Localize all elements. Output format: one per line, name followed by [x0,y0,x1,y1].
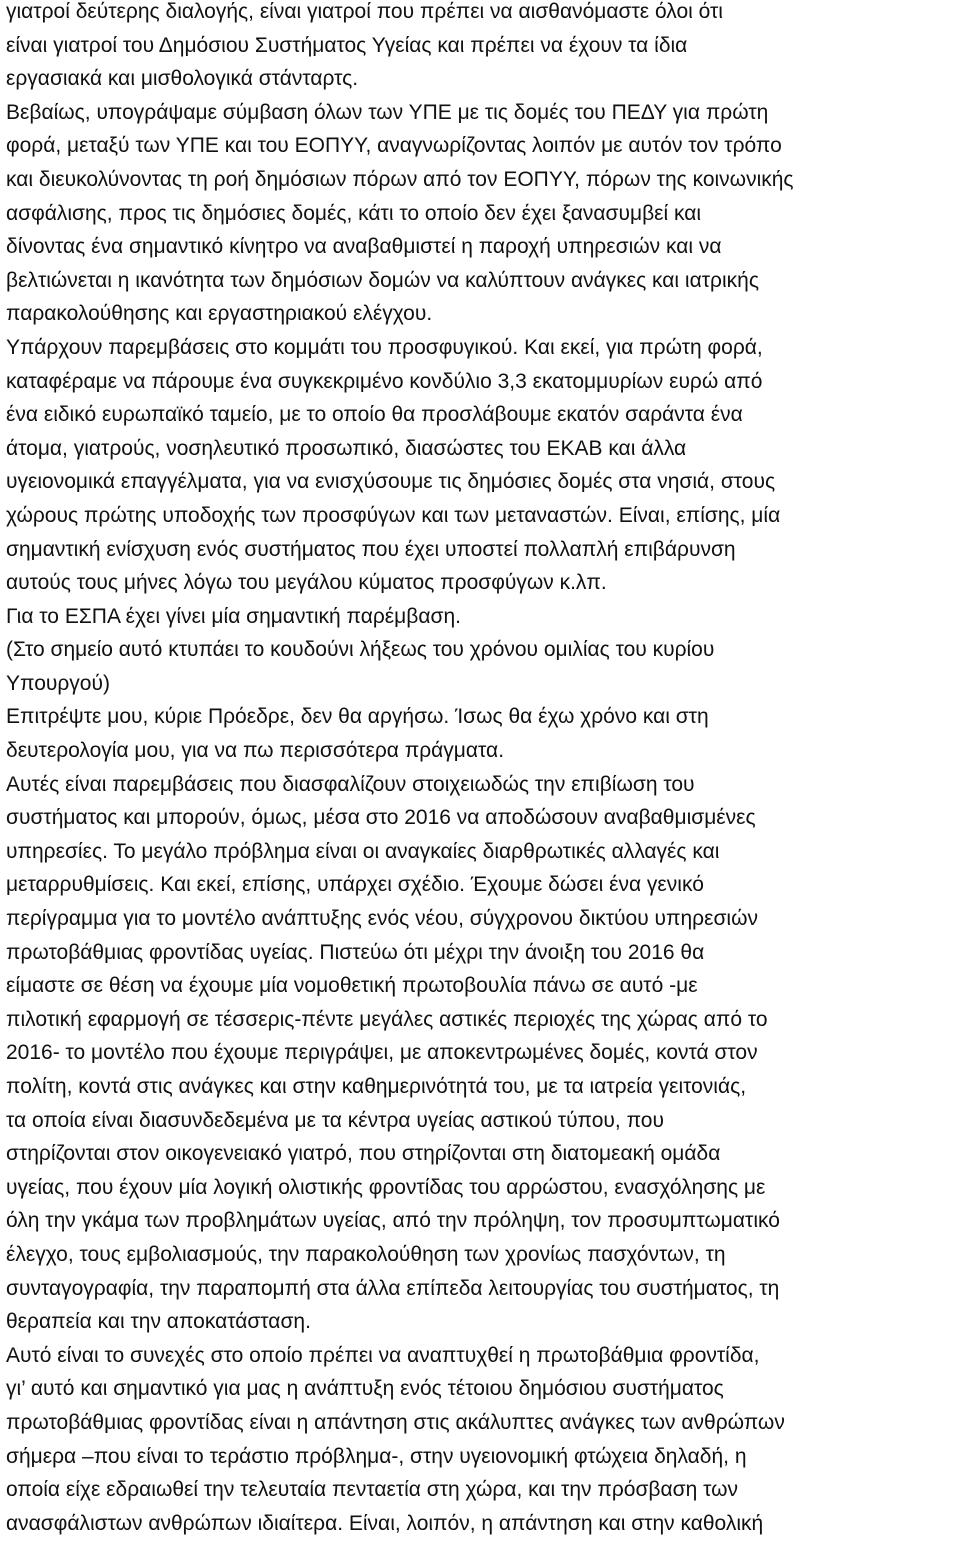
text-line: οποία είχε εδραιωθεί την τελευταία πενταετία στη χώρα, και την πρόσβαση των [6,1478,738,1502]
text-line: Υπάρχουν παρεμβάσεις στο κομμάτι του προσφυγικού. Και εκεί, για πρώτη φορά, [6,335,763,359]
text-line: ένα ειδικό ευρωπαϊκό ταμείο, με το οποίο θα προσλάβουμε εκατόν σαράντα ένα [6,403,743,427]
text-line: βελτιώνεται η ικανότητα των δημόσιων δομών να καλύπτουν ανάγκες και ιατρικής [6,268,759,292]
text-line: γιατροί δεύτερης διαλογής, είναι γιατροί που πρέπει να αισθανόμαστε όλοι ότι [6,0,723,23]
text-line: Για το ΕΣΠΑ έχει γίνει μία σημαντική παρέμβαση. [6,604,461,628]
text-line: Αυτό είναι το συνεχές στο οποίο πρέπει να αναπτυχθεί η πρωτοβάθμια φροντίδα, [6,1343,760,1367]
text-line: πρωτοβάθμιας φροντίδας υγείας. Πιστεύω ότι μέχρι την άνοιξη του 2016 θα [6,940,705,964]
text-line: υγείας, που έχουν μία λογική ολιστικής φροντίδας του αρρώστου, ενασχόλησης με [6,1175,766,1199]
text-line: στηρίζονται στον οικογενειακό γιατρό, που στηρίζονται στη διατομεακή ομάδα [6,1142,721,1166]
text-line: γι’ αυτό και σημαντικό για μας η ανάπτυξη ενός τέτοιου δημόσιου συστήματος [6,1377,724,1401]
text-line: εργασιακά και μισθολογικά στάνταρτς. [6,67,359,91]
text-line: δευτερολογία μου, για να πω περισσότερα πράγματα. [6,739,505,763]
text-line: έλεγχο, τους εμβολιασμούς, την παρακολούθηση των χρονίως πασχόντων, τη [6,1242,726,1266]
text-line: φορά, μεταξύ των ΥΠΕ και του ΕΟΠΥΥ, αναγνωρίζοντας λοιπόν με αυτόν τον τρόπο [6,134,782,158]
text-line: Επιτρέψτε μου, κύριε Πρόεδρε, δεν θα αργήσω. Ίσως θα έχω χρόνο και στη [6,705,709,729]
text-line: σήμερα –που είναι το τεράστιο πρόβλημα-, στην υγειονομική φτώχεια δηλαδή, η [6,1444,747,1468]
document-page [6,0,956,1540]
text-line: αυτούς τους μήνες λόγω του μεγάλου κύματος προσφύγων κ.λπ. [6,571,607,595]
text-line: πιλοτική εφαρμογή σε τέσσερις-πέντε μεγάλες αστικές περιοχές της χώρας από το [6,1007,768,1031]
text-line: παρακολούθησης και εργαστηριακού ελέγχου. [6,302,433,326]
text-line: ανασφάλιστων ανθρώπων ιδιαίτερα. Είναι, λοιπόν, η απάντηση και στην καθολική [6,1511,764,1535]
text-line: τα οποία είναι διασυνδεδεμένα με τα κέντρα υγείας αστικού τύπου, που [6,1108,664,1132]
text-line: υπηρεσίες. Το μεγάλο πρόβλημα είναι οι αναγκαίες διαρθρωτικές αλλαγές και [6,839,720,863]
text-line: Υπουργού) [6,671,110,695]
text-line: 2016- το μοντέλο που έχουμε περιγράψει, με αποκεντρωμένες δομές, κοντά στον [6,1041,758,1065]
text-line: είμαστε σε θέση να έχουμε μία νομοθετική πρωτοβουλία πάνω σε αυτό -με [6,974,698,998]
text-line: περίγραμμα για το μοντέλο ανάπτυξης ενός νέου, σύγχρονου δικτύου υπηρεσιών [6,907,758,931]
text-line: θεραπεία και την αποκατάσταση. [6,1310,311,1334]
text-line: είναι γιατροί του Δημόσιου Συστήματος Υγείας και πρέπει να έχουν τα ίδια [6,33,688,57]
text-line: σημαντική ενίσχυση ενός συστήματος που έχει υποστεί πολλαπλή επιβάρυνση [6,537,736,561]
text-line: Αυτές είναι παρεμβάσεις που διασφαλίζουν στοιχειωδώς την επιβίωση του [6,772,695,796]
text-line: ασφάλισης, προς τις δημόσιες δομές, κάτι το οποίο δεν έχει ξανασυμβεί και [6,201,702,225]
text-line: καταφέραμε να πάρουμε ένα συγκεκριμένο κονδύλιο 3,3 εκατομμυρίων ευρώ από [6,369,763,393]
text-line: Βεβαίως, υπογράψαμε σύμβαση όλων των ΥΠΕ με τις δομές του ΠΕΔΥ για πρώτη [6,100,769,124]
text-line: όλη την γκάμα των προβλημάτων υγείας, από την πρόληψη, τον προσυμπτωματικό [6,1209,780,1233]
text-line: και διευκολύνοντας τη ροή δημόσιων πόρων από τον ΕΟΠΥΥ, πόρων της κοινωνικής [6,167,794,191]
text-line: δίνοντας ένα σημαντικό κίνητρο να αναβαθμιστεί η παροχή υπηρεσιών και να [6,235,722,259]
text-line: μεταρρυθμίσεις. Και εκεί, επίσης, υπάρχει σχέδιο. Έχουμε δώσει ένα γενικό [6,873,704,897]
text-line: πολίτη, κοντά στις ανάγκες και στην καθημερινότητά του, με τα ιατρεία γειτονιάς, [6,1075,747,1098]
text-line: χώρους πρώτης υποδοχής των προσφύγων και των μεταναστών. Είναι, επίσης, μία [6,503,781,527]
text-line: (Στο σημείο αυτό κτυπάει το κουδούνι λήξεως του χρόνου ομιλίας του κυρίου [6,638,715,662]
text-line: άτομα, γιατρούς, νοσηλευτικό προσωπικό, διασώστες του ΕΚΑΒ και άλλα [6,436,687,460]
text-line: συνταγογραφία, την παραπομπή στα άλλα επίπεδα λειτουργίας του συστήματος, τη [6,1276,780,1300]
text-line: υγειονομικά επαγγέλματα, για να ενισχύσουμε τις δημόσιες δομές στα νησιά, στους [6,470,776,494]
text-line: πρωτοβάθμιας φροντίδας είναι η απάντηση στις ακάλυπτες ανάγκες των ανθρώπων [6,1410,785,1434]
text-line: συστήματος και μπορούν, όμως, μέσα στο 2016 να αποδώσουν αναβαθμισμένες [6,806,756,830]
